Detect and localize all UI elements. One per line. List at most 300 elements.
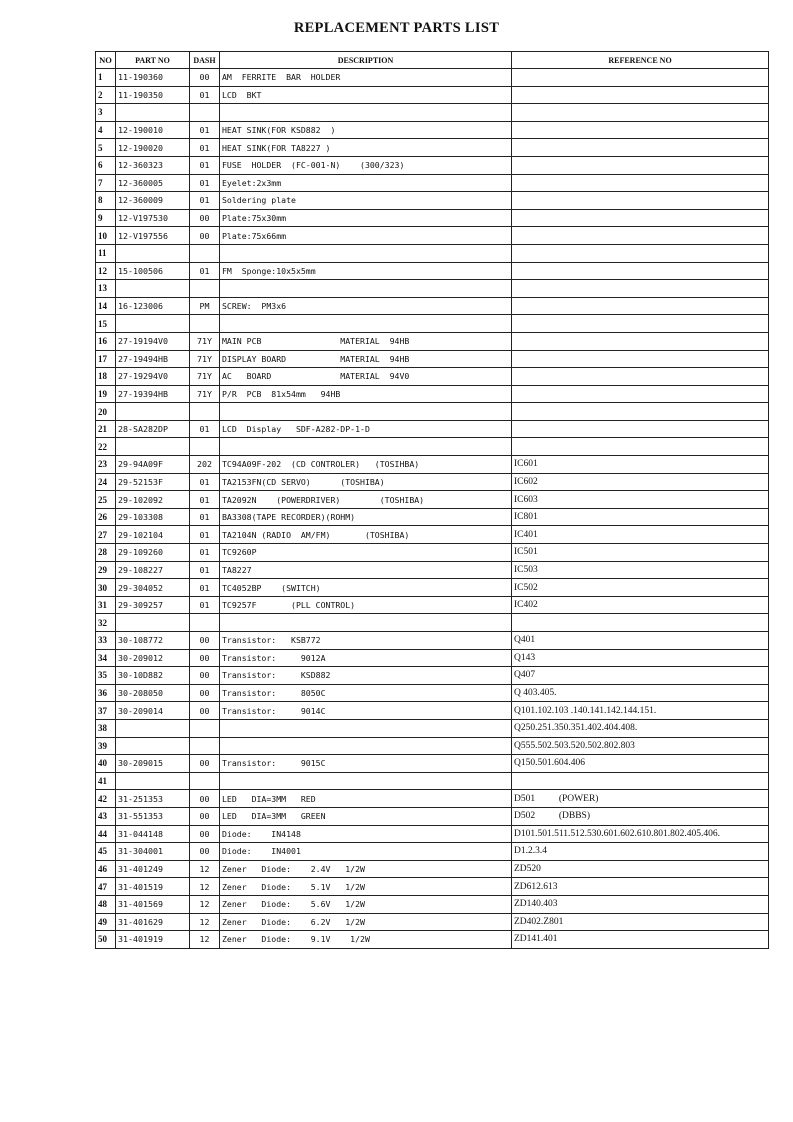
cell-reference-no: IC502: [512, 579, 769, 597]
table-row: [96, 174, 769, 192]
cell-description: [220, 104, 512, 122]
cell-no: 14: [96, 297, 116, 315]
cell-description: Transistor: KSD882: [220, 667, 512, 685]
cell-dash: 01: [190, 561, 220, 579]
table-row: [96, 438, 769, 456]
table-row: [96, 315, 769, 333]
cell-dash: 71Y: [190, 350, 220, 368]
cell-description: Plate:75x30mm: [220, 209, 512, 227]
cell-no: 18: [96, 368, 116, 386]
cell-no: 22: [96, 438, 116, 456]
table-row: [96, 931, 769, 949]
cell-no: 4: [96, 121, 116, 139]
cell-no: 38: [96, 719, 116, 737]
parts-table: [95, 51, 769, 949]
cell-dash: 00: [190, 755, 220, 773]
cell-reference-no: [512, 772, 769, 790]
cell-no: 24: [96, 473, 116, 491]
cell-description: HEAT SINK(FOR TA8227 ): [220, 139, 512, 157]
table-row: [96, 104, 769, 122]
table-row: [96, 807, 769, 825]
cell-reference-no: IC601: [512, 456, 769, 474]
cell-description: LCD BKT: [220, 86, 512, 104]
cell-reference-no: IC501: [512, 544, 769, 562]
cell-part-no: 29-102104: [116, 526, 190, 544]
cell-dash: [190, 104, 220, 122]
table-row: [96, 403, 769, 421]
cell-reference-no: ZD612.613: [512, 878, 769, 896]
cell-description: Transistor: 8050C: [220, 684, 512, 702]
cell-no: 44: [96, 825, 116, 843]
cell-no: 13: [96, 280, 116, 298]
cell-part-no: [116, 614, 190, 632]
cell-description: FM Sponge:10x5x5mm: [220, 262, 512, 280]
table-row: [96, 702, 769, 720]
cell-part-no: 31-551353: [116, 807, 190, 825]
cell-dash: [190, 315, 220, 333]
cell-dash: 00: [190, 702, 220, 720]
cell-dash: 71Y: [190, 332, 220, 350]
cell-no: 17: [96, 350, 116, 368]
cell-no: 23: [96, 456, 116, 474]
cell-no: 12: [96, 262, 116, 280]
table-row: [96, 667, 769, 685]
cell-part-no: 29-109260: [116, 544, 190, 562]
cell-dash: 12: [190, 860, 220, 878]
cell-reference-no: [512, 332, 769, 350]
cell-part-no: 15-100506: [116, 262, 190, 280]
cell-reference-no: [512, 315, 769, 333]
table-row: [96, 69, 769, 87]
cell-part-no: 29-108227: [116, 561, 190, 579]
cell-part-no: 29-103308: [116, 508, 190, 526]
table-row: [96, 860, 769, 878]
table-row: [96, 737, 769, 755]
cell-description: Eyelet:2x3mm: [220, 174, 512, 192]
cell-description: BA3308(TAPE RECORDER)(ROHM): [220, 508, 512, 526]
cell-no: 8: [96, 192, 116, 210]
table-header-row: [96, 52, 769, 69]
cell-dash: 00: [190, 807, 220, 825]
table-row: [96, 508, 769, 526]
cell-reference-no: [512, 227, 769, 245]
table-row: [96, 561, 769, 579]
table-row: [96, 895, 769, 913]
cell-reference-no: [512, 209, 769, 227]
cell-part-no: 27-19394HB: [116, 385, 190, 403]
table-row: [96, 368, 769, 386]
cell-reference-no: D101.501.511.512.530.601.602.610.801.802.405.406.: [512, 825, 769, 843]
column-header-description: DESCRIPTION: [220, 52, 512, 69]
cell-dash: 01: [190, 544, 220, 562]
cell-no: 27: [96, 526, 116, 544]
cell-part-no: 29-304052: [116, 579, 190, 597]
cell-description: [220, 737, 512, 755]
cell-description: Zener Diode: 5.1V 1/2W: [220, 878, 512, 896]
cell-dash: 12: [190, 913, 220, 931]
cell-dash: 00: [190, 69, 220, 87]
cell-no: 39: [96, 737, 116, 755]
table-row: [96, 825, 769, 843]
cell-reference-no: Q 403.405.: [512, 684, 769, 702]
cell-part-no: 29-102092: [116, 491, 190, 509]
cell-dash: 01: [190, 473, 220, 491]
cell-part-no: 29-52153F: [116, 473, 190, 491]
cell-dash: 01: [190, 262, 220, 280]
cell-reference-no: Q150.501.604.406: [512, 755, 769, 773]
table-row: [96, 297, 769, 315]
cell-reference-no: [512, 156, 769, 174]
cell-dash: [190, 772, 220, 790]
cell-reference-no: [512, 86, 769, 104]
cell-dash: 00: [190, 790, 220, 808]
cell-dash: [190, 614, 220, 632]
page-title: REPLACEMENT PARTS LIST: [293, 20, 500, 36]
cell-description: MAIN PCB MATERIAL 94HB: [220, 332, 512, 350]
cell-dash: [190, 737, 220, 755]
cell-reference-no: [512, 121, 769, 139]
cell-reference-no: Q555.502.503.520.502.802.803: [512, 737, 769, 755]
cell-part-no: 27-19194V0: [116, 332, 190, 350]
cell-part-no: [116, 772, 190, 790]
cell-part-no: 12-190020: [116, 139, 190, 157]
cell-part-no: 12-V197530: [116, 209, 190, 227]
cell-dash: [190, 280, 220, 298]
table-row: [96, 456, 769, 474]
cell-description: [220, 438, 512, 456]
cell-description: LED DIA=3MM GREEN: [220, 807, 512, 825]
cell-no: 43: [96, 807, 116, 825]
cell-reference-no: D502 (DBBS): [512, 807, 769, 825]
cell-no: 41: [96, 772, 116, 790]
cell-dash: [190, 438, 220, 456]
cell-reference-no: [512, 174, 769, 192]
cell-dash: 01: [190, 156, 220, 174]
table-row: [96, 878, 769, 896]
cell-part-no: 27-19294V0: [116, 368, 190, 386]
cell-description: TA8227: [220, 561, 512, 579]
cell-dash: 00: [190, 825, 220, 843]
table-row: [96, 614, 769, 632]
cell-reference-no: [512, 350, 769, 368]
cell-reference-no: [512, 192, 769, 210]
cell-part-no: 31-044148: [116, 825, 190, 843]
cell-no: 36: [96, 684, 116, 702]
cell-no: 28: [96, 544, 116, 562]
cell-reference-no: [512, 139, 769, 157]
cell-no: 20: [96, 403, 116, 421]
cell-no: 32: [96, 614, 116, 632]
cell-description: Transistor: KSB772: [220, 632, 512, 650]
cell-dash: 01: [190, 526, 220, 544]
cell-description: FUSE HOLDER (FC-001-N) (300/323): [220, 156, 512, 174]
cell-dash: 00: [190, 632, 220, 650]
cell-description: TA2104N (RADIO AM/FM) (TOSHIBA): [220, 526, 512, 544]
cell-dash: 01: [190, 86, 220, 104]
cell-reference-no: Q143: [512, 649, 769, 667]
cell-part-no: 29-309257: [116, 596, 190, 614]
cell-no: 47: [96, 878, 116, 896]
cell-description: Zener Diode: 2.4V 1/2W: [220, 860, 512, 878]
cell-dash: 01: [190, 174, 220, 192]
cell-part-no: 30-209015: [116, 755, 190, 773]
cell-dash: 00: [190, 667, 220, 685]
cell-part-no: 30-108772: [116, 632, 190, 650]
cell-no: 35: [96, 667, 116, 685]
cell-no: 11: [96, 244, 116, 262]
cell-no: 19: [96, 385, 116, 403]
table-row: [96, 209, 769, 227]
table-row: [96, 350, 769, 368]
cell-no: 48: [96, 895, 116, 913]
cell-reference-no: [512, 438, 769, 456]
table-row: [96, 332, 769, 350]
cell-part-no: 16-123006: [116, 297, 190, 315]
table-row: [96, 86, 769, 104]
cell-no: 7: [96, 174, 116, 192]
cell-no: 9: [96, 209, 116, 227]
cell-dash: 01: [190, 192, 220, 210]
cell-reference-no: Q101.102.103 .140.141.142.144.151.: [512, 702, 769, 720]
table-row: [96, 913, 769, 931]
cell-description: AC BOARD MATERIAL 94V0: [220, 368, 512, 386]
cell-description: Transistor: 9012A: [220, 649, 512, 667]
cell-reference-no: IC503: [512, 561, 769, 579]
table-row: [96, 596, 769, 614]
cell-part-no: 12-360323: [116, 156, 190, 174]
cell-dash: 00: [190, 684, 220, 702]
cell-no: 10: [96, 227, 116, 245]
cell-reference-no: Q407: [512, 667, 769, 685]
cell-no: 15: [96, 315, 116, 333]
cell-reference-no: [512, 403, 769, 421]
column-header-reference-no: REFERENCE NO: [512, 52, 769, 69]
cell-description: TC94A09F-202 (CD CONTROLER) (TOSIHBA): [220, 456, 512, 474]
cell-dash: 00: [190, 209, 220, 227]
cell-dash: 00: [190, 649, 220, 667]
cell-description: LED DIA=3MM RED: [220, 790, 512, 808]
cell-description: LCD Display SDF-A282-DP-1-D: [220, 420, 512, 438]
cell-dash: 00: [190, 227, 220, 245]
cell-reference-no: ZD141.401: [512, 931, 769, 949]
cell-reference-no: [512, 69, 769, 87]
cell-reference-no: [512, 420, 769, 438]
cell-description: TC9260P: [220, 544, 512, 562]
column-header-dash: DASH: [190, 52, 220, 69]
cell-part-no: [116, 438, 190, 456]
cell-reference-no: IC602: [512, 473, 769, 491]
cell-reference-no: IC801: [512, 508, 769, 526]
cell-reference-no: [512, 368, 769, 386]
cell-dash: 12: [190, 878, 220, 896]
parts-table-body: [96, 69, 769, 949]
cell-no: 33: [96, 632, 116, 650]
cell-part-no: 12-190010: [116, 121, 190, 139]
cell-no: 37: [96, 702, 116, 720]
table-row: [96, 755, 769, 773]
column-header-part-no: PART NO: [116, 52, 190, 69]
table-row: [96, 156, 769, 174]
table-row: [96, 244, 769, 262]
cell-no: 42: [96, 790, 116, 808]
cell-part-no: 30-209012: [116, 649, 190, 667]
cell-reference-no: IC402: [512, 596, 769, 614]
table-row: [96, 544, 769, 562]
cell-dash: 01: [190, 596, 220, 614]
cell-description: [220, 280, 512, 298]
cell-reference-no: [512, 614, 769, 632]
cell-dash: 71Y: [190, 385, 220, 403]
cell-description: Zener Diode: 6.2V 1/2W: [220, 913, 512, 931]
table-row: [96, 139, 769, 157]
cell-part-no: 30-10D882: [116, 667, 190, 685]
cell-description: [220, 244, 512, 262]
cell-description: P/R PCB 81x54mm 94HB: [220, 385, 512, 403]
cell-no: 5: [96, 139, 116, 157]
cell-description: Transistor: 9014C: [220, 702, 512, 720]
table-row: [96, 280, 769, 298]
cell-no: 26: [96, 508, 116, 526]
cell-no: 2: [96, 86, 116, 104]
cell-dash: [190, 403, 220, 421]
cell-description: TA2153FN(CD SERVO) (TOSHIBA): [220, 473, 512, 491]
cell-no: 46: [96, 860, 116, 878]
cell-description: TA2092N (POWERDRIVER) (TOSHIBA): [220, 491, 512, 509]
cell-description: TC9257F (PLL CONTROL): [220, 596, 512, 614]
cell-no: 16: [96, 332, 116, 350]
cell-no: 34: [96, 649, 116, 667]
table-row: [96, 790, 769, 808]
cell-no: 1: [96, 69, 116, 87]
table-row: [96, 632, 769, 650]
table-row: [96, 192, 769, 210]
cell-part-no: [116, 737, 190, 755]
cell-reference-no: [512, 385, 769, 403]
cell-description: [220, 719, 512, 737]
cell-no: 49: [96, 913, 116, 931]
table-row: [96, 719, 769, 737]
cell-part-no: 12-V197556: [116, 227, 190, 245]
table-row: [96, 227, 769, 245]
table-row: [96, 491, 769, 509]
cell-reference-no: [512, 104, 769, 122]
cell-part-no: 11-190350: [116, 86, 190, 104]
cell-part-no: [116, 244, 190, 262]
cell-dash: 01: [190, 491, 220, 509]
cell-description: AM FERRITE BAR HOLDER: [220, 69, 512, 87]
table-row: [96, 772, 769, 790]
cell-no: 50: [96, 931, 116, 949]
cell-part-no: 11-190360: [116, 69, 190, 87]
cell-description: Diode: IN4001: [220, 843, 512, 861]
cell-dash: [190, 719, 220, 737]
table-row: [96, 649, 769, 667]
column-header-no: NO: [96, 52, 116, 69]
table-row: [96, 579, 769, 597]
cell-part-no: 31-401519: [116, 878, 190, 896]
table-row: [96, 121, 769, 139]
cell-reference-no: IC401: [512, 526, 769, 544]
cell-reference-no: [512, 244, 769, 262]
cell-reference-no: ZD140.403: [512, 895, 769, 913]
cell-reference-no: IC603: [512, 491, 769, 509]
cell-description: Soldering plate: [220, 192, 512, 210]
cell-reference-no: [512, 262, 769, 280]
cell-description: HEAT SINK(FOR KSD882 ): [220, 121, 512, 139]
cell-description: SCREW: PM3x6: [220, 297, 512, 315]
cell-description: [220, 614, 512, 632]
cell-description: [220, 403, 512, 421]
table-row: [96, 262, 769, 280]
cell-reference-no: D1.2.3.4: [512, 843, 769, 861]
cell-part-no: 31-401569: [116, 895, 190, 913]
cell-description: Diode: IN4148: [220, 825, 512, 843]
cell-dash: PM: [190, 297, 220, 315]
cell-no: 29: [96, 561, 116, 579]
cell-reference-no: Q250.251.350.351.402.404.408.: [512, 719, 769, 737]
cell-part-no: 30-208050: [116, 684, 190, 702]
cell-part-no: 31-401919: [116, 931, 190, 949]
cell-no: 21: [96, 420, 116, 438]
cell-part-no: 31-251353: [116, 790, 190, 808]
cell-dash: 01: [190, 579, 220, 597]
cell-part-no: 30-209014: [116, 702, 190, 720]
cell-dash: 01: [190, 508, 220, 526]
cell-description: [220, 772, 512, 790]
cell-no: 40: [96, 755, 116, 773]
cell-description: Zener Diode: 9.1V 1/2W: [220, 931, 512, 949]
cell-part-no: 12-360005: [116, 174, 190, 192]
cell-no: 6: [96, 156, 116, 174]
cell-part-no: 12-360009: [116, 192, 190, 210]
table-row: [96, 843, 769, 861]
cell-reference-no: [512, 280, 769, 298]
cell-part-no: [116, 719, 190, 737]
cell-description: Zener Diode: 5.6V 1/2W: [220, 895, 512, 913]
cell-reference-no: [512, 297, 769, 315]
cell-description: DISPLAY BOARD MATERIAL 94HB: [220, 350, 512, 368]
cell-part-no: [116, 280, 190, 298]
cell-reference-no: ZD520: [512, 860, 769, 878]
cell-description: TC4052BP (SWITCH): [220, 579, 512, 597]
cell-part-no: 31-304001: [116, 843, 190, 861]
cell-description: Plate:75x66mm: [220, 227, 512, 245]
cell-part-no: 27-19494HB: [116, 350, 190, 368]
cell-dash: 12: [190, 931, 220, 949]
cell-description: [220, 315, 512, 333]
cell-dash: 01: [190, 420, 220, 438]
cell-reference-no: D501 (POWER): [512, 790, 769, 808]
cell-part-no: 28-SA282DP: [116, 420, 190, 438]
cell-part-no: 29-94A09F: [116, 456, 190, 474]
table-row: [96, 684, 769, 702]
cell-reference-no: ZD402.Z801: [512, 913, 769, 931]
cell-part-no: 31-401629: [116, 913, 190, 931]
cell-dash: 12: [190, 895, 220, 913]
cell-no: 30: [96, 579, 116, 597]
table-row: [96, 473, 769, 491]
cell-no: 3: [96, 104, 116, 122]
table-row: [96, 420, 769, 438]
cell-dash: 01: [190, 139, 220, 157]
table-row: [96, 526, 769, 544]
cell-part-no: [116, 315, 190, 333]
cell-dash: 71Y: [190, 368, 220, 386]
cell-part-no: [116, 104, 190, 122]
cell-reference-no: Q401: [512, 632, 769, 650]
cell-no: 45: [96, 843, 116, 861]
cell-part-no: 31-401249: [116, 860, 190, 878]
